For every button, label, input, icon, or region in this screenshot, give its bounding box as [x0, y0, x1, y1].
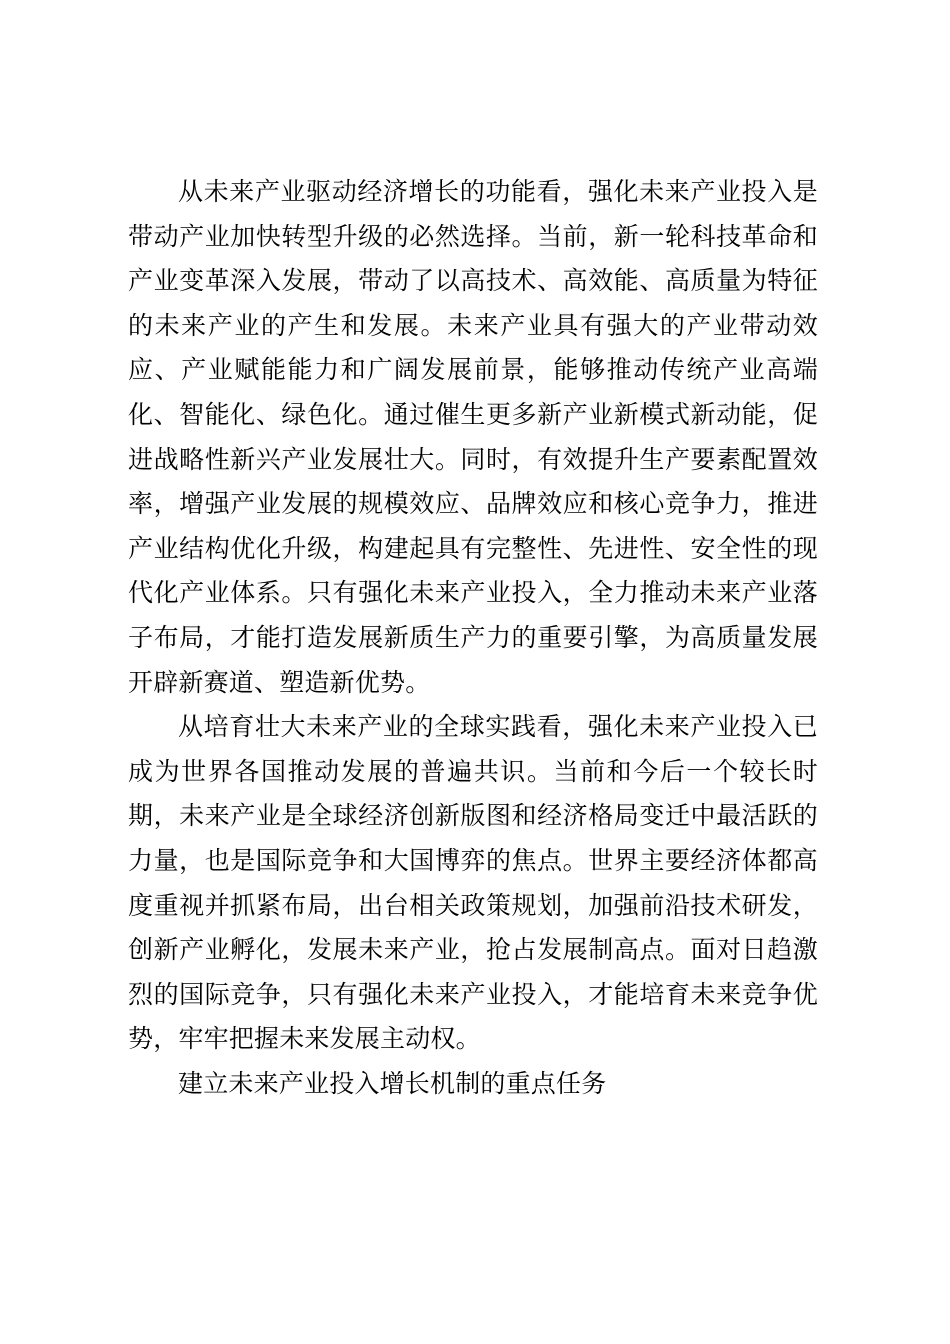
paragraph-global-practice: 从培育壮大未来产业的全球实践看，强化未来产业投入已成为世界各国推动发展的普遍共识。当前和今后一个较长时期，未来产业是全球经济创新版图和经济格局变迁中最活跃的力量，也是国际竞争和大国博弈的焦点。世界主要经济体都高度重视并抓紧布局，出台相关政策规划，加强前沿技术研发，创新产业孵化，发展未来产业，抢占发展制高点。面对日趋激烈的国际竞争，只有强化未来产业投入，才能培育未来竞争优势，牢牢把握未来发展主动权。 [128, 712, 818, 1054]
section-heading: 建立未来产业投入增长机制的重点任务 [178, 1068, 607, 1098]
document-body [128, 170, 818, 1106]
paragraph-driving-economic-growth: 从未来产业驱动经济增长的功能看，强化未来产业投入是带动产业加快转型升级的必然选择。当前，新一轮科技革命和产业变革深入发展，带动了以高技术、高效能、高质量为特征的未来产业的产生和发展。未来产业具有强大的产业带动效应、产业赋能能力和广阔发展前景，能够推动传统产业高端化、智能化、绿色化。通过催生更多新产业新模式新动能，促进战略性新兴产业发展壮大。同时，有效提升生产要素配置效率，增强产业发展的规模效应、品牌效应和核心竞争力，推进产业结构优化升级，构建起具有完整性、先进性、安全性的现代化产业体系。只有强化未来产业投入，全力推动未来产业落子布局，才能打造发展新质生产力的重要引擎，为高质量发展开辟新赛道、塑造新优势。 [128, 177, 818, 697]
